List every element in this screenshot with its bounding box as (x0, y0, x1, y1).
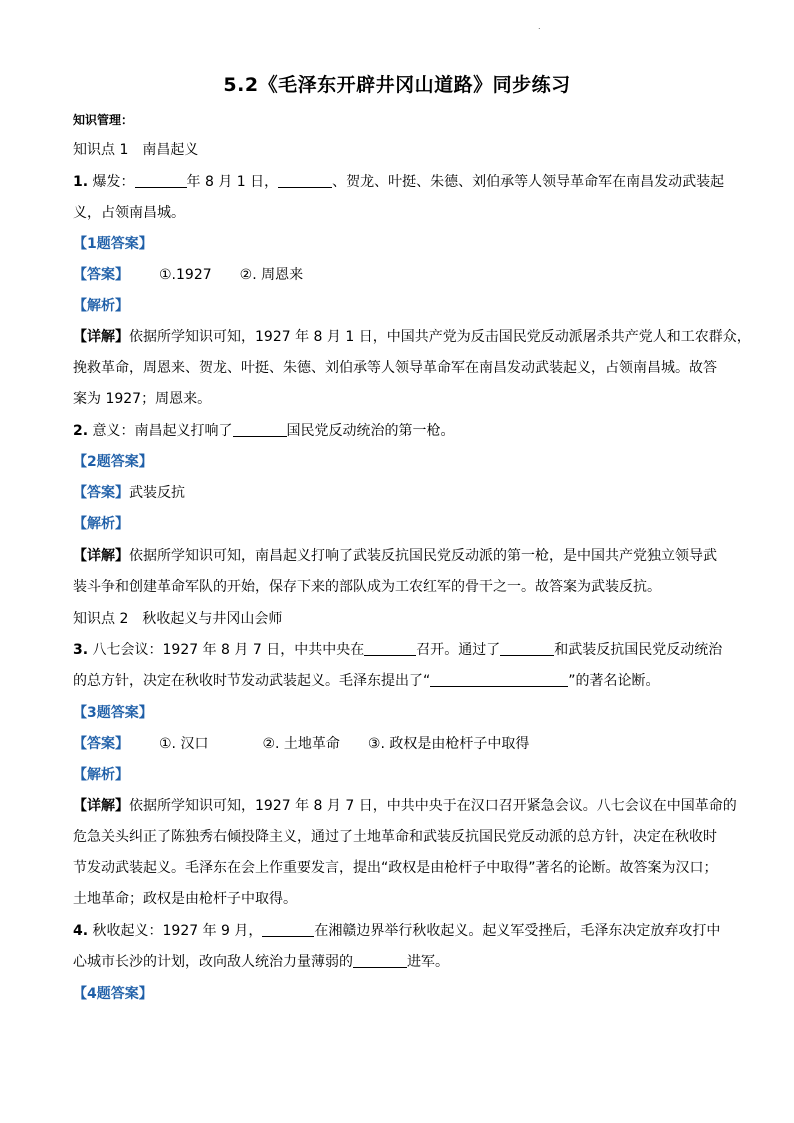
answer-blank (364, 641, 416, 656)
question-text: 的总方针，决定在秋收时节发动武装起义。毛泽东提出了“ (73, 673, 431, 689)
question-number: 2. (73, 423, 89, 439)
detail-label: 【详解】 (73, 798, 129, 814)
kp-name: 南昌起义 (142, 142, 199, 158)
answer-line (73, 734, 529, 754)
detail-text: 危急关头纠正了陈独秀右倾投降主义，通过了土地革命和武装反抗国民党反动派的总方针，决定在秋收时 (73, 829, 717, 845)
question-text: ”的著名论断。 (568, 673, 660, 689)
detail-text: 依据所学知识可知，1927 年 8 月 7 日，中共中央于在汉口召开紧急会议。八七会议在中国革命的 (129, 798, 737, 814)
question-number: 3. (73, 642, 89, 658)
answer-blank (262, 922, 314, 937)
section-heading: 知识管理： (73, 113, 134, 127)
answer-blank (233, 422, 287, 437)
answer-item: ①.1927 (159, 267, 212, 283)
question-number: 1. (73, 174, 89, 190)
detail-line (73, 546, 717, 566)
question-2 (73, 421, 455, 441)
question-text: 召开。通过了 (416, 642, 501, 658)
answer-blank (135, 173, 187, 188)
answer-blank (500, 641, 554, 656)
question-text: 在湘赣边界举行秋收起义。起义军受挫后，毛泽东决定放弃攻打中 (314, 923, 721, 939)
question-text: 八七会议：1927 年 8 月 7 日，中共中央在 (92, 642, 365, 658)
detail-text: 依据所学知识可知，1927 年 8 月 1 日，中国共产党为反击国民党反动派屠杀共产党人和工农群众， (129, 329, 751, 345)
question-text: 和武装反抗国民党反动统治 (554, 642, 723, 658)
question-3 (73, 640, 722, 660)
answer-item: ②. 土地革命 (262, 736, 340, 752)
answer-tag: 【4题答案】 (73, 986, 153, 1002)
question-text: 秋收起义：1927 年 9 月， (92, 923, 263, 939)
answer-item: ②. 周恩来 (239, 267, 304, 283)
answer-item: 武装反抗 (129, 485, 185, 501)
question-text: 、贺龙、叶挺、朱德、刘伯承等人领导革命军在南昌发动武装起 (332, 174, 725, 190)
answer-tag: 【1题答案】 (73, 236, 153, 252)
question-text: 心城市长沙的计划，改向敌人统治力量薄弱的 (73, 954, 353, 970)
question-text-line (73, 952, 449, 972)
answer-tag: 【2题答案】 (73, 454, 153, 470)
detail-text: 装斗争和创建革命军队的开始，保存下来的部队成为工农红军的骨干之一。故答案为武装反抗。 (73, 579, 661, 595)
answer-blank (278, 173, 332, 188)
detail-text: 依据所学知识可知，南昌起义打响了武装反抗国民党反动派的第一枪，是中国共产党独立领导武 (129, 548, 717, 564)
header-mark: . (538, 22, 541, 31)
question-4 (73, 921, 720, 941)
page-title: 5.2《毛泽东开辟井冈山道路》同步练习 (223, 74, 571, 96)
analysis-label: 【解析】 (73, 767, 129, 783)
answer-tag: 【3题答案】 (73, 705, 153, 721)
analysis-label: 【解析】 (73, 516, 129, 532)
knowledge-point-1 (73, 140, 198, 160)
detail-line (73, 796, 737, 816)
question-text: 进军。 (407, 954, 449, 970)
kp-label: 知识点 2 (73, 611, 129, 627)
detail-text: 案为 1927；周恩来。 (73, 391, 212, 407)
knowledge-point-2 (73, 609, 282, 629)
question-text-line (73, 671, 660, 691)
question-text: 意义：南昌起义打响了 (92, 423, 233, 439)
detail-text: 节发动武装起义。毛泽东在会上作重要发言，提出“政权是由枪杆子中取得”著名的论断。故答案为汉口； (73, 860, 718, 876)
analysis-label: 【解析】 (73, 298, 129, 314)
answer-label: 【答案】 (73, 267, 129, 283)
question-1 (73, 172, 724, 192)
detail-line (73, 327, 751, 347)
kp-label: 知识点 1 (73, 142, 129, 158)
kp-name: 秋收起义与井冈山会师 (142, 611, 283, 627)
answer-item: ③. 政权是由枪杆子中取得 (367, 736, 530, 752)
answer-item: ①. 汉口 (159, 736, 209, 752)
detail-label: 【详解】 (73, 548, 129, 564)
detail-text: 土地革命；政权是由枪杆子中取得。 (73, 891, 297, 907)
detail-label: 【详解】 (73, 329, 129, 345)
answer-line (73, 483, 185, 503)
question-text: 义，占领南昌城。 (73, 205, 185, 221)
question-number: 4. (73, 923, 89, 939)
question-text: 国民党反动统治的第一枪。 (286, 423, 455, 439)
question-text: 爆发： (92, 174, 135, 190)
answer-blank (430, 672, 568, 687)
answer-line (73, 265, 303, 285)
answer-label: 【答案】 (73, 736, 129, 752)
detail-text: 挽救革命，周恩来、贺龙、叶挺、朱德、刘伯承等人领导革命军在南昌发动武装起义，占领南昌城。故答 (73, 360, 717, 376)
answer-blank (353, 953, 407, 968)
answer-label: 【答案】 (73, 485, 129, 501)
question-text: 年 8 月 1 日， (186, 174, 279, 190)
